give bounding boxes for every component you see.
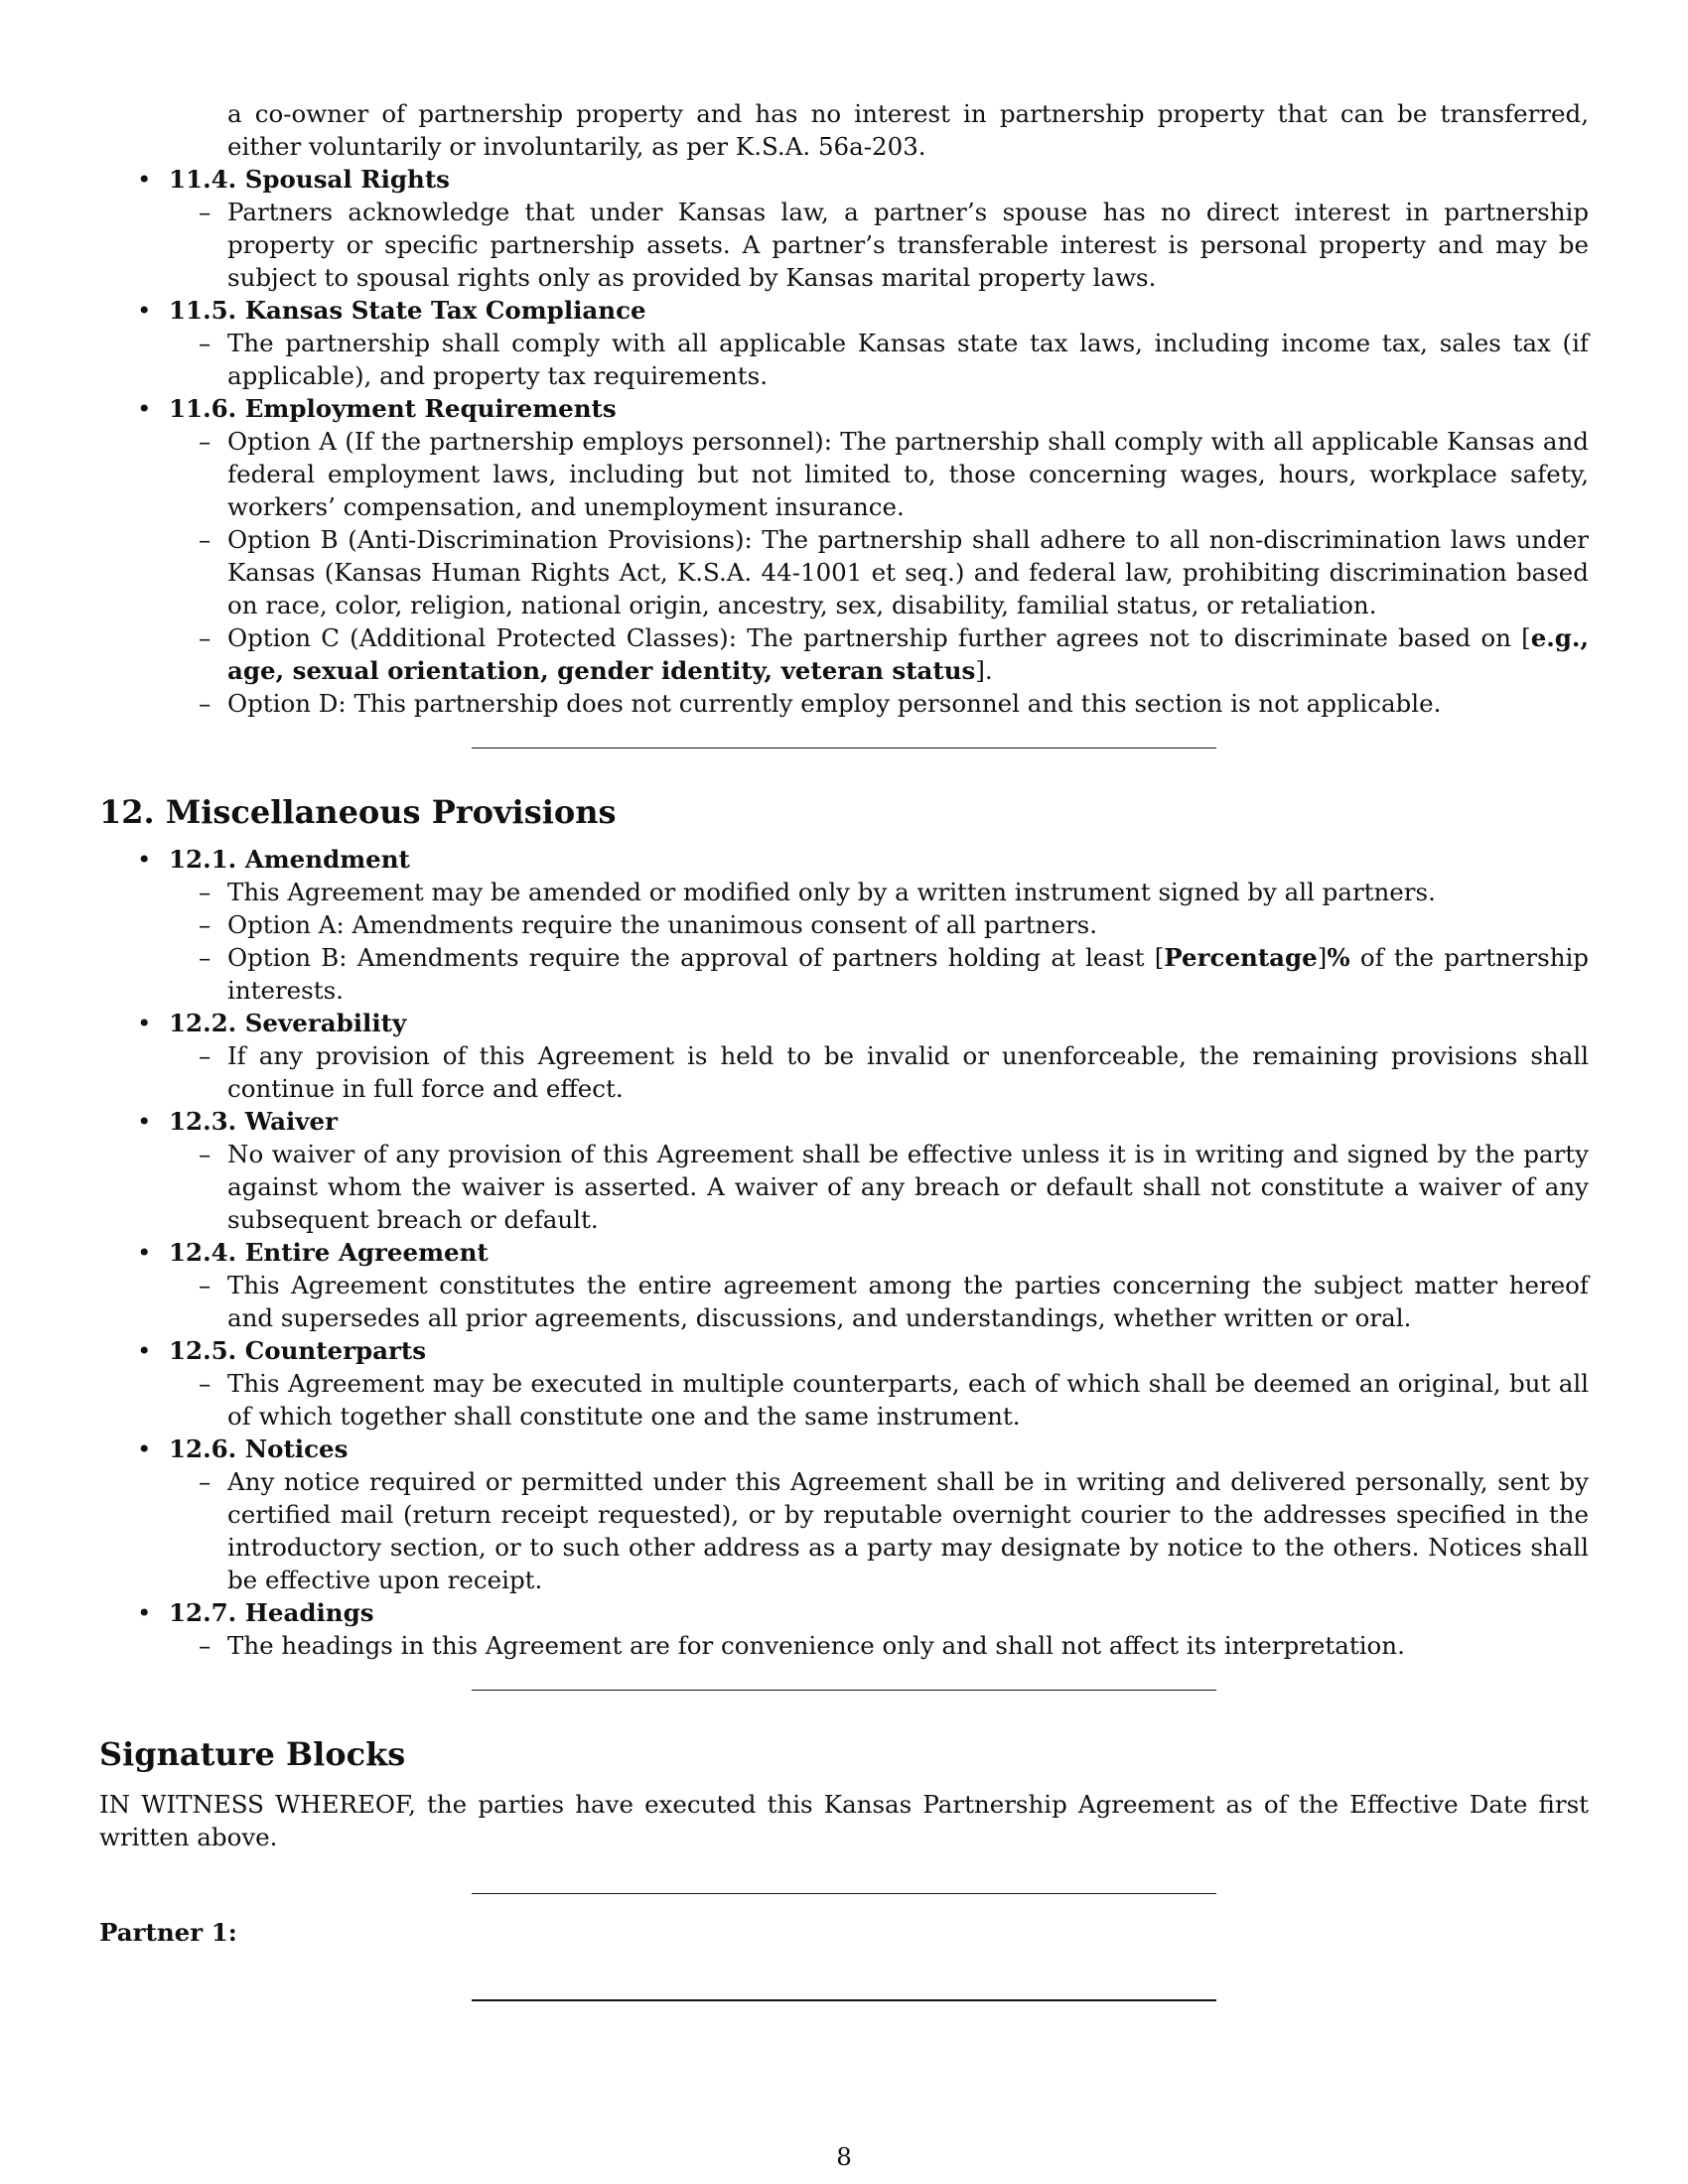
signature-blocks-title: Signature Blocks [99, 1735, 406, 1773]
item-heading: 12.6. Notices [169, 1434, 349, 1463]
dash-icon: – [199, 329, 211, 357]
bullet-icon: • [137, 165, 152, 194]
bullet-icon: • [137, 394, 152, 423]
page-number: 8 [836, 2142, 852, 2171]
sub-item [99, 523, 1589, 621]
list-item [99, 1236, 1589, 1269]
sub-item-text: Option A (If the partnership employs personnel): The partnership shall comply with all applicable Kansas and federal employment laws, including but not limited to, those concerning wages, hours, workplace safety, workers’ compensation, and unemployment insurance. [227, 427, 1589, 521]
sub-item-text: Partners acknowledge that under Kansas law, a partner’s spouse has no direct interest in partnership property or specific partnership assets. A partner’s transferable interest is personal property and may be subject to spousal rights only as provided by Kansas marital property laws. [227, 198, 1589, 292]
sub-item [99, 1629, 1589, 1662]
dash-icon: – [199, 878, 211, 906]
bullet-icon: • [137, 1107, 152, 1136]
sub-item [99, 425, 1589, 523]
list-item [99, 1433, 1589, 1465]
sub-item-text: Option B (Anti-Discrimination Provisions): The partnership shall adhere to all non-discrimination laws under Kansas (Kansas Human Rights Act, K.S.A. 44-1001 et seq.) and federal law, prohibiting discrimination based on race, color, religion, national origin, ancestry, sex, disability, familial status, or retaliation. [227, 525, 1589, 619]
item-heading: 12.7. Headings [169, 1598, 374, 1627]
list-item [99, 1105, 1589, 1138]
item-heading: 11.4. Spousal Rights [169, 165, 450, 194]
sub-item-text: Option D: This partnership does not currently employ personnel and this section is not applicable. [227, 689, 1442, 718]
list-item [99, 294, 1589, 327]
sub-item-text: This Agreement may be executed in multiple counterparts, each of which shall be deemed an original, but all of which together shall constitute one and the same instrument. [227, 1369, 1589, 1431]
sub-item-text: This Agreement may be amended or modified only by a written instrument signed by all partners. [227, 878, 1436, 906]
list-item [99, 1334, 1589, 1367]
item-heading: 12.5. Counterparts [169, 1336, 427, 1365]
list-item [99, 1596, 1589, 1629]
item-heading: 11.5. Kansas State Tax Compliance [169, 296, 646, 325]
dash-icon: – [199, 525, 211, 554]
bullet-icon: • [137, 845, 152, 874]
sub-item-text: This Agreement constitutes the entire agreement among the parties concerning the subject matter hereof and supersedes all prior agreements, discussions, and understandings, whether written or oral. [227, 1271, 1589, 1332]
sub-item-text: The partnership shall comply with all applicable Kansas state tax laws, including income tax, sales tax (if applicable), and property tax requirements. [227, 329, 1589, 390]
dash-icon: – [199, 910, 211, 939]
sub-item [99, 908, 1589, 941]
list-item [99, 843, 1589, 876]
sub-item [99, 1039, 1589, 1105]
bullet-icon: • [137, 296, 152, 325]
placeholder-text: e.g., age, sexual orientation, gender identity, veteran status [227, 623, 1589, 685]
sub-item [99, 621, 1589, 687]
sub-item [99, 196, 1589, 294]
dash-icon: – [199, 1140, 211, 1168]
sub-item-text: Option C (Additional Protected Classes): The partnership further agrees not to discriminate based on [ [227, 623, 1531, 652]
continued-paragraph: a co-owner of partnership property and has no interest in partnership property that can be transferred, either voluntarily or involuntarily, as per K.S.A. 56a-203. [227, 99, 1589, 161]
sub-item [99, 1269, 1589, 1334]
dash-icon: – [199, 1631, 211, 1660]
page-content [99, 97, 1589, 2001]
list-item [99, 163, 1589, 196]
dash-icon: – [199, 1369, 211, 1398]
item-heading: 12.3. Waiver [169, 1107, 339, 1136]
dash-icon: – [199, 689, 211, 718]
bullet-icon: • [137, 1009, 152, 1037]
dash-icon: – [199, 427, 211, 456]
list-item [99, 392, 1589, 425]
dash-icon: – [199, 1467, 211, 1496]
section-12-title: 12. Miscellaneous Provisions [99, 793, 617, 831]
sub-item-text: The headings in this Agreement are for convenience only and shall not affect its interpretation. [227, 1631, 1405, 1660]
dash-icon: – [199, 1041, 211, 1070]
partner-1-signature-line [472, 1999, 1216, 2001]
sub-item [99, 687, 1589, 720]
item-heading: 12.4. Entire Agreement [169, 1238, 489, 1267]
sub-item-text: Option B: Amendments require the approval of partners holding at least [ [227, 943, 1165, 972]
sub-item [99, 941, 1589, 1007]
list-item [99, 1007, 1589, 1039]
sub-item [99, 876, 1589, 908]
item-heading: 12.2. Severability [169, 1009, 407, 1037]
sub-item [99, 1465, 1589, 1596]
bullet-icon: • [137, 1434, 152, 1463]
dash-icon: – [199, 623, 211, 652]
dash-icon: – [199, 943, 211, 972]
sub-item-text: If any provision of this Agreement is held to be invalid or unenforceable, the remaining provisions shall continue in full force and effect. [227, 1041, 1589, 1103]
dash-icon: – [199, 198, 211, 226]
sub-item-text: of the partnership interests. [227, 943, 1589, 1005]
sub-item-text: ] [1317, 943, 1328, 972]
partner-1-label: Partner 1: [99, 1918, 237, 1947]
section-11-list [99, 163, 1589, 720]
sub-item-text: ]. [975, 656, 993, 685]
sub-item [99, 327, 1589, 392]
sub-item [99, 1138, 1589, 1236]
sub-item-text: Option A: Amendments require the unanimous consent of all partners. [227, 910, 1098, 939]
bullet-icon: • [137, 1238, 152, 1267]
section-12-list [99, 843, 1589, 1662]
placeholder-text: Percentage [1164, 943, 1318, 972]
bullet-icon: • [137, 1598, 152, 1627]
item-heading: 11.6. Employment Requirements [169, 394, 617, 423]
dash-icon: – [199, 1271, 211, 1299]
sub-item-text: Any notice required or permitted under this Agreement shall be in writing and delivered personally, sent by certified mail (return receipt requested), or by reputable overnight courier to the addresses specified in the introductory section, or to such other address as a party may designate by notice to the others. Notices shall be effective upon receipt. [227, 1467, 1589, 1594]
bullet-icon: • [137, 1336, 152, 1365]
placeholder-text: % [1327, 943, 1350, 972]
sub-item-text: No waiver of any provision of this Agreement shall be effective unless it is in writing and signed by the party against whom the waiver is asserted. A waiver of any breach or default shall not constitute a waiver of any subsequent breach or default. [227, 1140, 1589, 1234]
item-heading: 12.1. Amendment [169, 845, 410, 874]
sub-item [99, 1367, 1589, 1433]
witness-paragraph: IN WITNESS WHEREOF, the parties have executed this Kansas Partnership Agreement as of the Effective Date first written above. [99, 1790, 1589, 1851]
